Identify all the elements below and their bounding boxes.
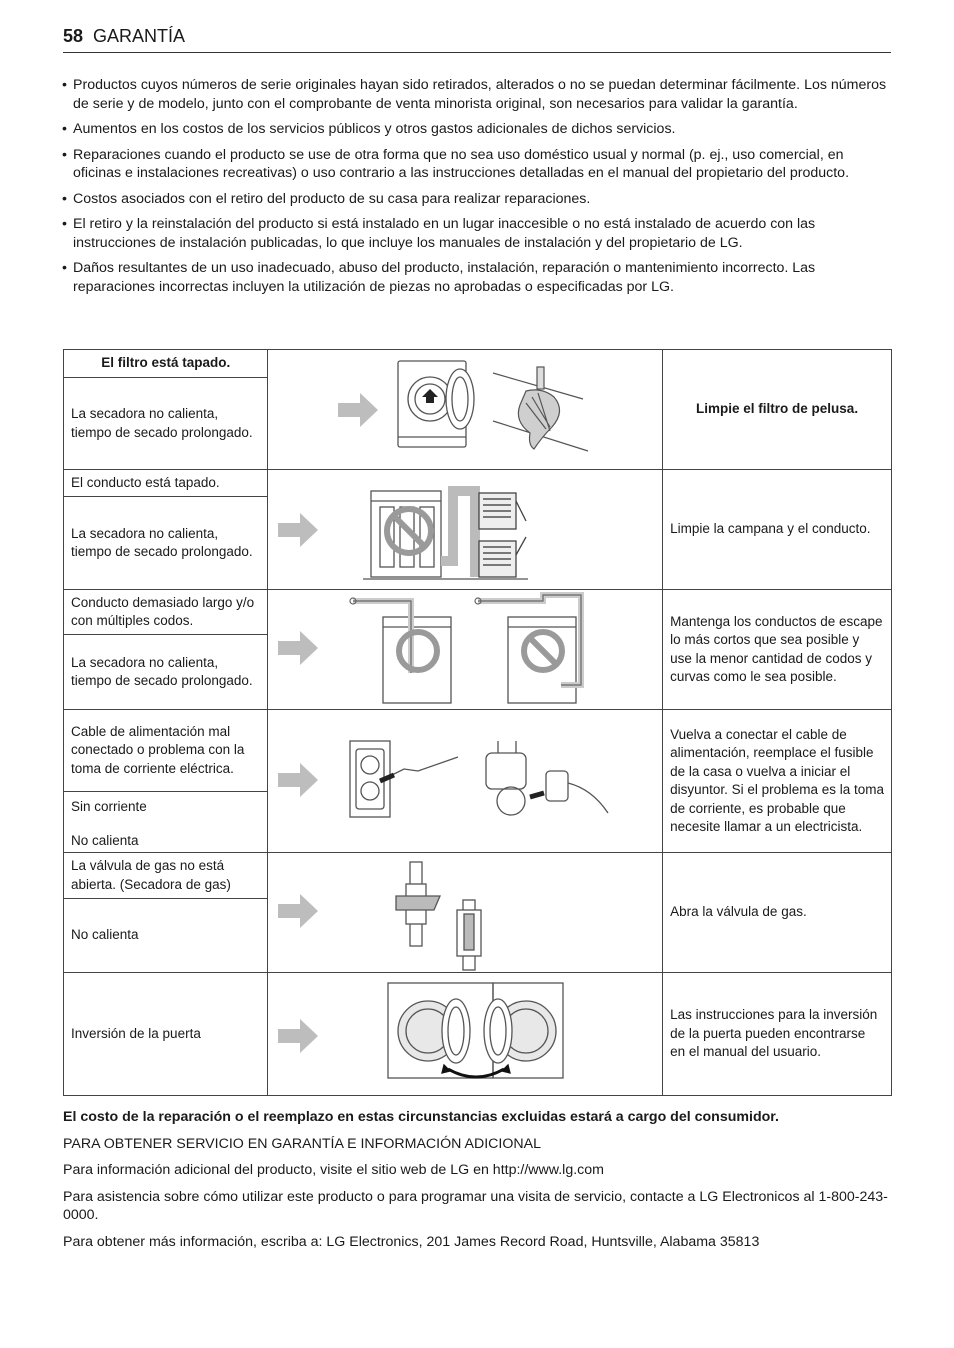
table-row <box>64 470 892 497</box>
list-item: • Productos cuyos números de serie originales hayan sido retirados, alterados o no se puedan determinar fácilmente. Los números de serie y de modelo, junto con el comprobante de venta minorista original, son necesarios para validar la garantía. <box>63 76 891 113</box>
table-row <box>64 350 892 378</box>
arrow-right-icon <box>278 631 318 665</box>
effect-cell: La secadora no calienta, tiempo de secado prolongado. <box>64 378 268 470</box>
door-reversal-illustration <box>268 973 669 1095</box>
list-item: • Daños resultantes de un uso inadecuado, abuso del producto, instalación, reparación o mantenimiento incorrecto. Las reparaciones incorrectas incluyen la utilización de piezas no aprobadas o especificadas por LG. <box>63 259 891 296</box>
illustration-cell <box>268 973 663 1096</box>
cause-cell: Inversión de la puerta <box>64 973 268 1096</box>
solution-cell: Limpie el filtro de pelusa. <box>663 350 892 470</box>
troubleshooting-table <box>63 349 892 1096</box>
list-item: • Reparaciones cuando el producto se use de otra forma que no sea uso doméstico usual y normal (p. ej., uso comercial, en oficinas e instalaciones recreativas) o uso contrario a las instrucciones detalladas en el manual del propietario del producto. <box>63 146 891 183</box>
list-item: • Costos asociados con el retiro del producto de su casa para realizar reparaciones. <box>63 190 891 209</box>
mail-info: Para obtener más información, escriba a: LG Electronics, 201 James Record Road, Huntsville, Alabama 35813 <box>63 1233 760 1250</box>
illustration-cell <box>268 853 663 973</box>
arrow-right-icon <box>278 894 318 928</box>
list-item: • El retiro y la reinstalación del producto si está instalado en un lugar inaccesible o no está instalado de acuerdo con las instrucciones de instalación publicadas, lo que incluye los manuales de instalación y del propietario de LG. <box>63 215 891 252</box>
illustration-cell <box>268 350 663 470</box>
effect-text: Sin corriente <box>71 799 147 814</box>
cause-cell: Conducto demasiado largo y/o con múltiples codos. <box>64 590 268 635</box>
solution-cell: Las instrucciones para la inversión de la puerta pueden encontrarse en el manual del usuario. <box>663 973 892 1096</box>
effect-cell: La secadora no calienta, tiempo de secado prolongado. <box>64 497 268 590</box>
table-row <box>64 853 892 899</box>
solution-cell: Vuelva a conectar el cable de alimentación, reemplace el fusible de la casa o vuelva a iniciar el disyuntor. Si el problema es la toma de corriente, es probable que necesite llamar a un electricista. <box>663 710 892 853</box>
plug-icon <box>380 741 608 815</box>
arrow-right-icon <box>338 393 378 427</box>
footer <box>63 1108 891 1259</box>
long-duct-illustration <box>268 591 669 709</box>
duct-illustration <box>268 471 669 589</box>
effect-text: No calienta <box>71 832 139 848</box>
page-title: GARANTÍA <box>93 26 186 46</box>
cause-cell: El conducto está tapado. <box>64 470 268 497</box>
list-item: • Aumentos en los costos de los servicios públicos y otros gastos adicionales de dichos servicios. <box>63 120 891 139</box>
table-row <box>64 710 892 792</box>
lint-filter-icon <box>493 367 588 451</box>
arrow-right-icon <box>278 513 318 547</box>
lint-filter-illustration <box>268 351 669 469</box>
solution-cell: Mantenga los conductos de escape lo más cortos que sea posible y use la menor cantidad de codos y curvas como le sea posible. <box>663 590 892 710</box>
cause-cell: El filtro está tapado. <box>64 350 268 378</box>
exclusions-list <box>63 76 891 303</box>
table-row <box>64 973 892 1096</box>
cause-cell: La válvula de gas no está abierta. (Secadora de gas) <box>64 853 268 899</box>
page-header <box>63 26 891 53</box>
door-reversal-icon <box>388 983 563 1078</box>
effect-cell: La secadora no calienta, tiempo de secado prolongado. <box>64 635 268 710</box>
service-heading: PARA OBTENER SERVICIO EN GARANTÍA E INFORMACIÓN ADICIONAL <box>63 1135 542 1152</box>
gas-valve-icon <box>396 862 481 970</box>
effect-cell <box>64 792 268 853</box>
arrow-right-icon <box>278 1019 318 1053</box>
consumer-cost-note: El costo de la reparación o el reemplazo en estas circunstancias excluidas estará a cargo del consumidor. <box>63 1109 779 1125</box>
gas-valve-illustration <box>268 854 669 972</box>
power-illustration <box>268 711 669 851</box>
illustration-cell <box>268 590 663 710</box>
page-number: 58 <box>63 26 84 46</box>
illustration-cell <box>268 470 663 590</box>
cause-cell: Cable de alimentación mal conectado o problema con la toma de corriente eléctrica. <box>64 710 268 792</box>
assistance-info: Para asistencia sobre cómo utilizar este producto o para programar una visita de servicio, contacte a LG Electronicos al 1-800-243-0000. <box>63 1188 888 1223</box>
arrow-right-icon <box>278 763 318 797</box>
effect-cell: No calienta <box>64 899 268 973</box>
solution-cell: Abra la válvula de gas. <box>663 853 892 973</box>
prohibited-icon <box>399 632 562 670</box>
table-row <box>64 590 892 635</box>
dryer-icon <box>398 361 474 447</box>
solution-cell: Limpie la campana y el conducto. <box>663 470 892 590</box>
illustration-cell <box>268 710 663 853</box>
duct-icon <box>441 491 526 577</box>
web-info: Para información adicional del producto, visite el sitio web de LG en http://www.lg.com <box>63 1162 604 1178</box>
